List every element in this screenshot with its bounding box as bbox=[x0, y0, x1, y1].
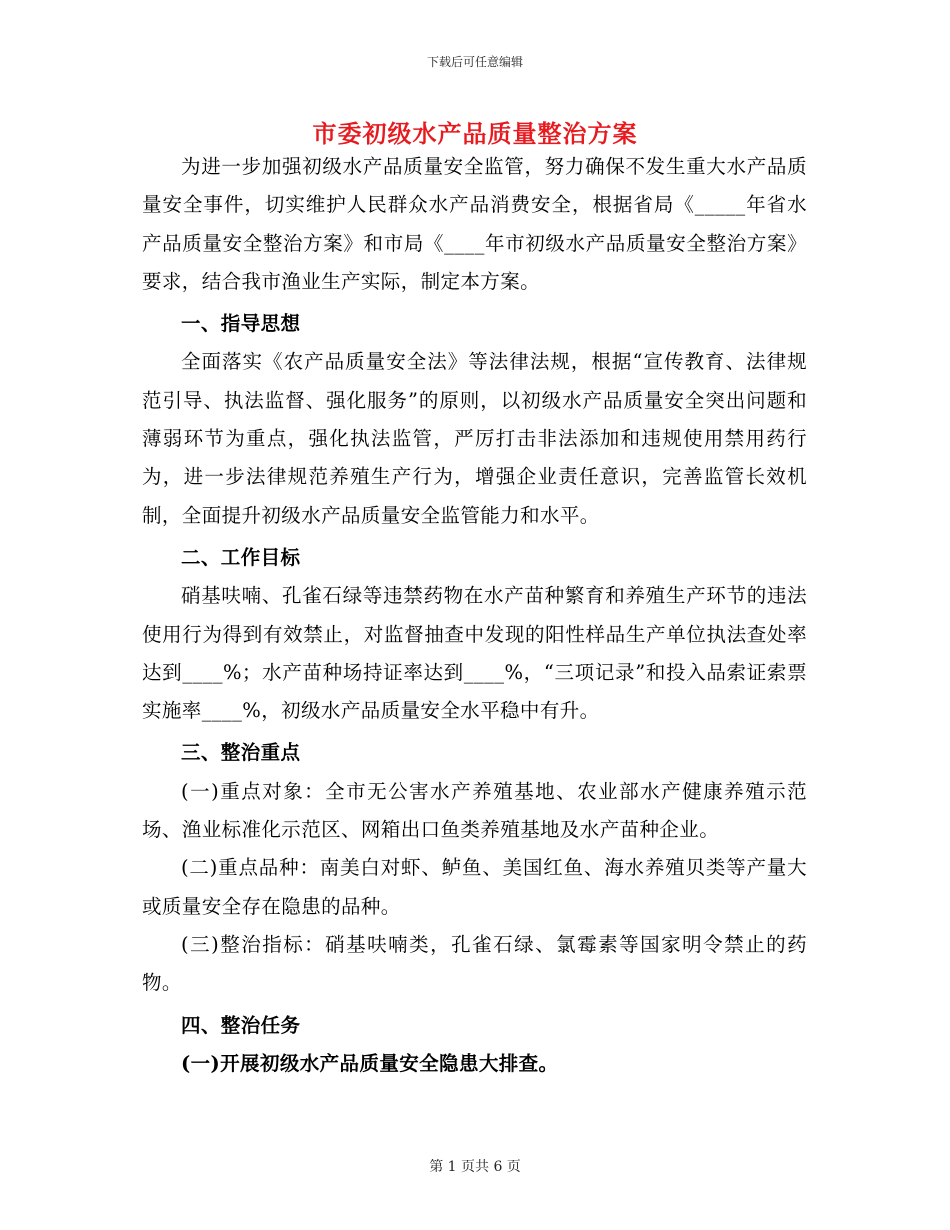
section-2-body: 硝基呋喃、孔雀石绿等违禁药物在水产苗种繁育和养殖生产环节的违法使用行为得到有效禁止，对监督抽查中发现的阳性样品生产单位执法查处率达到____%；水产苗种场持证率达到____%，“三项记录”和投入品索证索票实施率____%，初级水产品质量安全水平稳中有升。 bbox=[142, 584, 807, 723]
section-4-heading: 四、整治任务 bbox=[181, 1013, 301, 1037]
document-body bbox=[142, 148, 807, 1083]
document-title: 市委初级水产品质量整治方案 bbox=[312, 119, 638, 148]
section-1-body: 全面落实《农产品质量安全法》等法律法规，根据“宣传教育、法律规范引导、执法监督、强化服务”的原则，以初级水产品质量安全突出问题和薄弱环节为重点，强化执法监管，严厉打击非法添加和违规使用禁用药行为，进一步法律规范养殖生产行为，增强企业责任意识，完善监管长效机制，全面提升初级水产品质量安全监管能力和水平。 bbox=[142, 350, 807, 527]
section-1-heading: 一、指导思想 bbox=[181, 312, 301, 336]
page-number: 第 1 页共 6 页 bbox=[429, 1159, 521, 1175]
section-3-item-3: (三)整治指标：硝基呋喃类，孔雀石绿、氯霉素等国家明令禁止的药物。 bbox=[142, 932, 807, 995]
intro-paragraph: 为进一步加强初级水产品质量安全监管，努力确保不发生重大水产品质量安全事件，切实维护人民群众水产品消费安全，根据省局《_____年省水产品质量安全整治方案》和市局《____年市初级水产品质量安全整治方案》要求，结合我市渔业生产实际，制定本方案。 bbox=[142, 155, 807, 293]
section-3-item-1: (一)重点对象：全市无公害水产养殖基地、农业部水产健康养殖示范场、渔业标准化示范区、网箱出口鱼类养殖基地及水产苗种企业。 bbox=[142, 779, 807, 842]
download-note: 下载后可任意编辑 bbox=[426, 55, 523, 69]
section-3-heading: 三、整治重点 bbox=[181, 741, 301, 765]
section-2-heading: 二、工作目标 bbox=[181, 545, 301, 569]
section-3-item-2: (二)重点品种：南美白对虾、鲈鱼、美国红鱼、海水养殖贝类等产量大或质量安全存在隐患的品种。 bbox=[142, 856, 807, 918]
section-4-subheading-1: (一)开展初级水产品质量安全隐患大排查。 bbox=[181, 1051, 559, 1075]
